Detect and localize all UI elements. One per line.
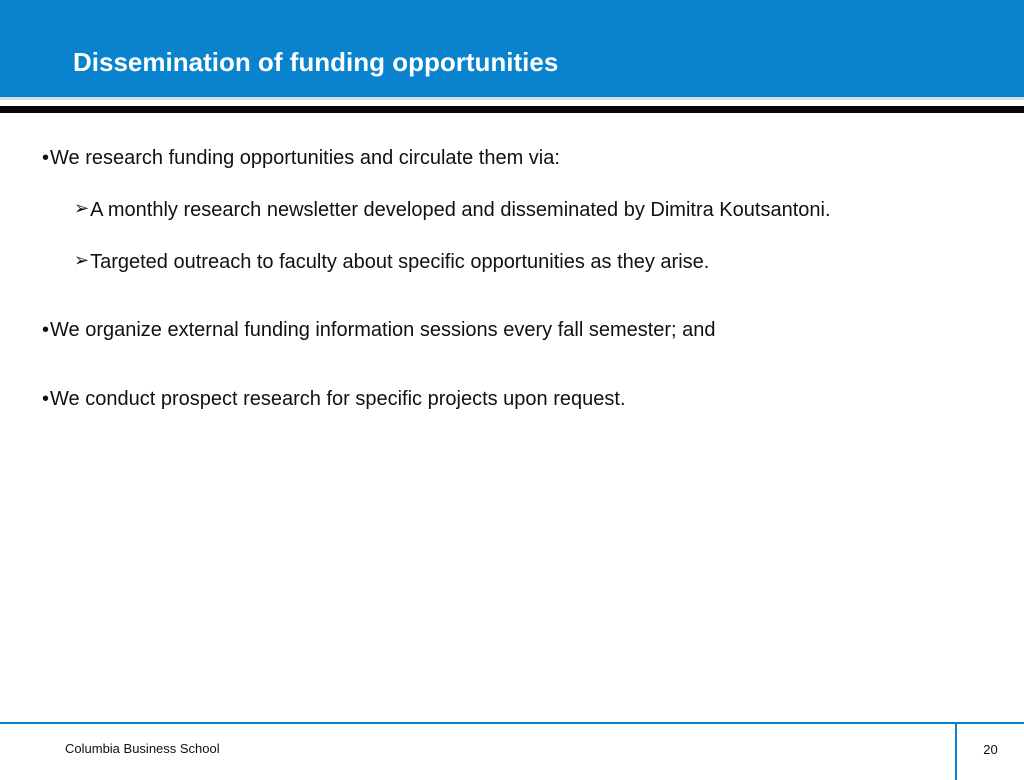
bullet-item: [42, 318, 716, 342]
bullet-dot-icon: •: [42, 319, 50, 341]
bullet-dot-icon: •: [42, 147, 50, 169]
footer-divider: [0, 722, 1024, 724]
bullet-text: We organize external funding information sessions every fall semester; and: [50, 319, 716, 341]
sub-bullet-item: [74, 250, 709, 274]
header-divider-thin: [0, 97, 1024, 100]
page-number: 20: [983, 742, 998, 757]
sub-bullet-text: A monthly research newsletter developed and disseminated by Dimitra Koutsantoni.: [90, 199, 831, 221]
slide-title: Dissemination of funding opportunities: [73, 47, 559, 77]
footer-organization: Columbia Business School: [65, 741, 220, 756]
sub-bullet-item: [74, 198, 831, 222]
header-divider-thick: [0, 106, 1024, 113]
arrow-bullet-icon: ➢: [74, 250, 90, 270]
bullet-text: We research funding opportunities and circulate them via:: [50, 147, 560, 169]
bullet-dot-icon: •: [42, 388, 50, 410]
bullet-text: We conduct prospect research for specific projects upon request.: [50, 388, 626, 410]
arrow-bullet-icon: ➢: [74, 198, 90, 218]
bullet-item: [42, 146, 560, 170]
bullet-item: [42, 387, 626, 411]
sub-bullet-text: Targeted outreach to faculty about specific opportunities as they arise.: [90, 251, 710, 273]
